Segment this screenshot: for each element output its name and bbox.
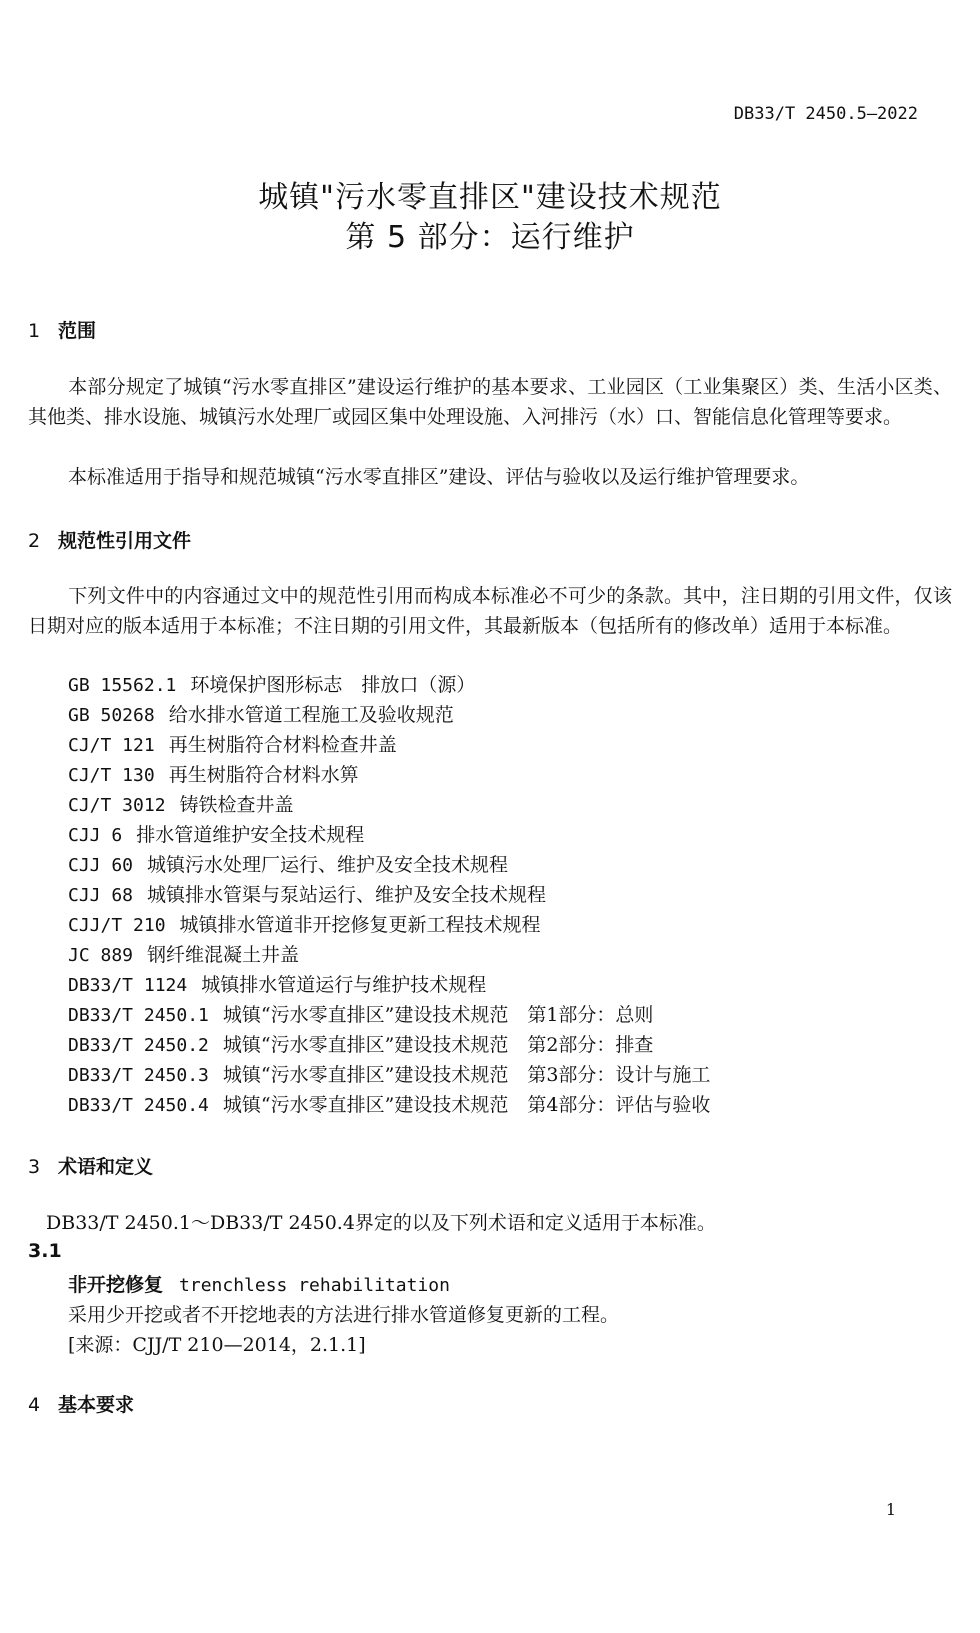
section-3-heading (28, 1152, 153, 1179)
page-number: 1 (885, 1500, 896, 1519)
reference-item: DB33/T 2450.4 城镇“污水零直排区”建设技术规范 第4部分：评估与验收 (68, 1094, 711, 1116)
section-number: 3 (28, 1156, 41, 1178)
reference-item: GB 15562.1 环境保护图形标志 排放口（源） (68, 674, 476, 696)
section-title: 规范性引用文件 (58, 530, 192, 552)
document-code: DB33/T 2450.5—2022 (733, 104, 918, 124)
section-number: 4 (28, 1394, 41, 1416)
term-english: trenchless rehabilitation (179, 1275, 450, 1296)
reference-item: CJ/T 121 再生树脂符合材料检查井盖 (68, 734, 397, 756)
document-title: 城镇"污水零直排区"建设技术规范 (258, 180, 722, 215)
reference-item: CJJ 6 排水管道维护安全技术规程 (68, 824, 365, 846)
reference-item: DB33/T 2450.1 城镇“污水零直排区”建设技术规范 第1部分：总则 (68, 1004, 654, 1026)
scope-paragraph-2: 本标准适用于指导和规范城镇“污水零直排区”建设、评估与验收以及运行维护管理要求。 (68, 466, 810, 488)
reference-item: CJ/T 130 再生树脂符合材料水箅 (68, 764, 359, 786)
document-subtitle: 第 5 部分：运行维护 (345, 220, 635, 255)
reference-item: CJ/T 3012 铸铁检查井盖 (68, 794, 294, 816)
reference-item: DB33/T 2450.3 城镇“污水零直排区”建设技术规范 第3部分：设计与施工 (68, 1064, 711, 1086)
section-title: 基本要求 (58, 1394, 135, 1416)
section-2-heading (28, 526, 191, 553)
reference-item: DB33/T 1124 城镇排水管道运行与维护技术规程 (68, 974, 487, 996)
term-source: [来源：CJJ/T 210—2014，2.1.1] (68, 1334, 366, 1356)
term-chinese: 非开挖修复 (68, 1274, 164, 1296)
scope-paragraph-1: 本部分规定了城镇“污水零直排区”建设运行维护的基本要求、工业园区（工业集聚区）类、生活小区类、其他类、排水设施、城镇污水处理厂或园区集中处理设施、入河排污（水）口、智能信息化管理等要求。 (28, 376, 952, 428)
section-title: 术语和定义 (58, 1156, 154, 1178)
terms-intro: DB33/T 2450.1～DB33/T 2450.4界定的以及下列术语和定义适用于本标准。 (46, 1212, 716, 1234)
term-entry (68, 1270, 450, 1297)
section-1-heading (28, 316, 96, 343)
reference-item: CJJ 60 城镇污水处理厂运行、维护及安全技术规程 (68, 854, 509, 876)
section-title: 范围 (58, 320, 97, 342)
reference-item: JC 889 钢纤维混凝土井盖 (68, 944, 300, 966)
reference-item: CJJ/T 210 城镇排水管道非开挖修复更新工程技术规程 (68, 914, 541, 936)
term-definition: 采用少开挖或者不开挖地表的方法进行排水管道修复更新的工程。 (68, 1304, 620, 1326)
section-4-heading (28, 1390, 134, 1417)
section-number: 2 (28, 530, 41, 552)
reference-item: DB33/T 2450.2 城镇“污水零直排区”建设技术规范 第2部分：排查 (68, 1034, 654, 1056)
reference-item: GB 50268 给水排水管道工程施工及验收规范 (68, 704, 454, 726)
term-number: 3.1 (28, 1240, 62, 1262)
section-number: 1 (28, 320, 41, 342)
references-intro: 下列文件中的内容通过文中的规范性引用而构成本标准必不可少的条款。其中，注日期的引用文件，仅该日期对应的版本适用于本标准；不注日期的引用文件，其最新版本（包括所有的修改单）适用于本标准。 (28, 585, 952, 637)
reference-item: CJJ 68 城镇排水管渠与泵站运行、维护及安全技术规程 (68, 884, 547, 906)
